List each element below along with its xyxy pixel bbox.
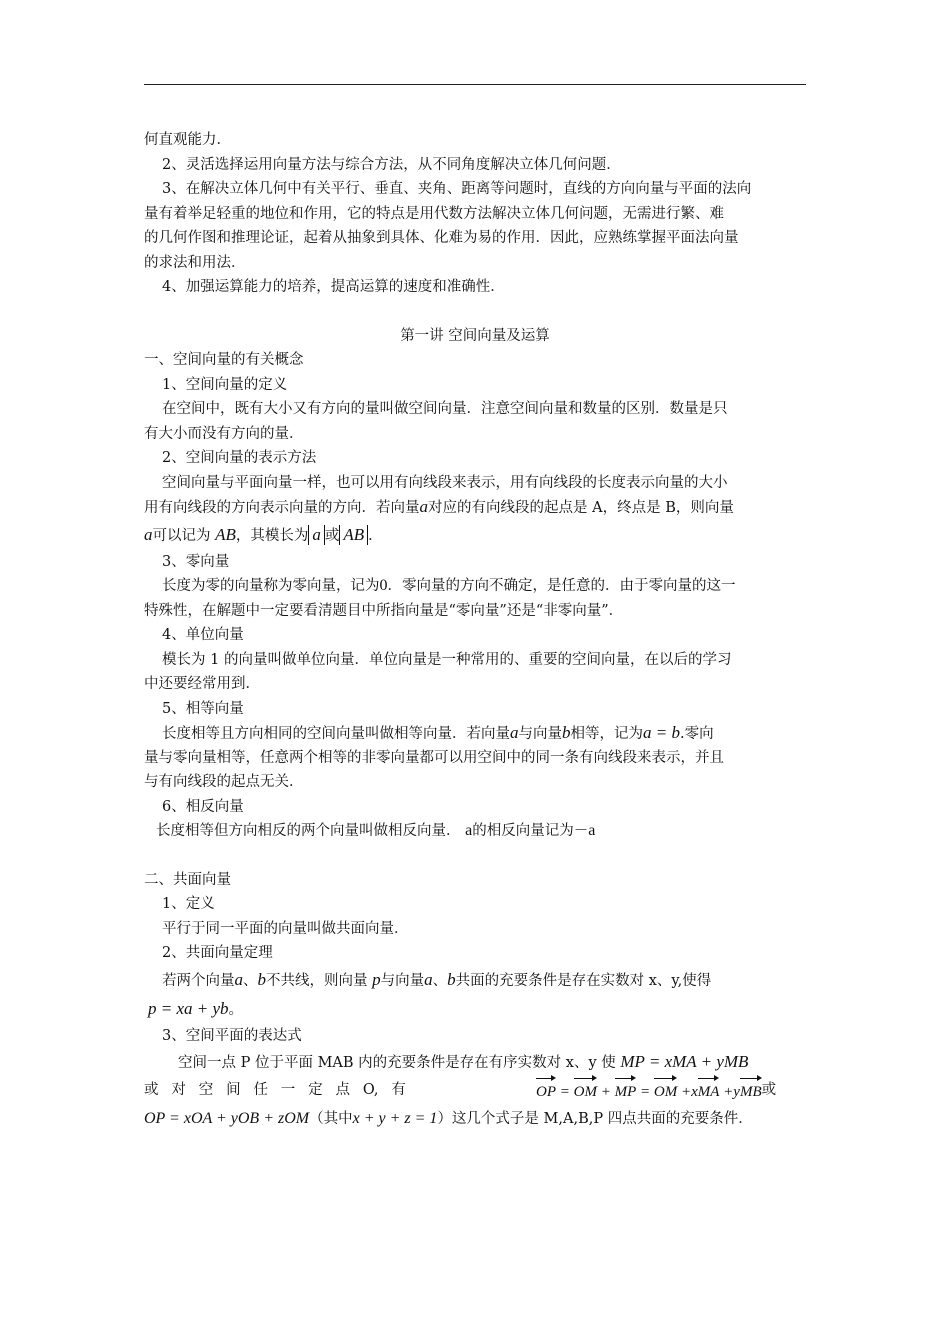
text-line: 量与零向量相等，任意两个相等的非零向量都可以用空间中的同一条有向线段来表示，并且: [144, 749, 724, 766]
text-line: [144, 1104, 806, 1134]
text-span: 对应的有向线段的起点是 A，终点是 B，则向量: [428, 500, 734, 516]
math-plain-a: a: [588, 822, 596, 839]
coef-y: y: [733, 1084, 740, 1100]
text-line: 有大小而没有方向的量．: [144, 425, 304, 442]
word: 点: [335, 1082, 351, 1098]
text-span: 或: [761, 1082, 777, 1098]
text-line: 2、灵活选择运用向量方法与综合方法，从不同角度解决立体几何问题．: [162, 156, 621, 173]
math-a-eq-b: a = b: [643, 723, 680, 742]
subsection-heading: 1、定义: [162, 896, 215, 912]
text-span: 相等，记为: [570, 726, 643, 742]
text-span: 长度为零的向量称为零向量，记为: [162, 578, 380, 594]
plus-sign: +: [680, 1084, 692, 1100]
text-line: 在空间中，既有大小又有方向的量叫做空间向量．注意空间向量和数量的区别．数量是只: [162, 401, 728, 417]
text-line: 何直观能力．: [144, 132, 231, 148]
math-abs-a: a: [308, 525, 325, 545]
math-p-equation: p = xa + yb: [148, 998, 229, 1018]
word: O,: [362, 1082, 379, 1098]
text-line: 3、在解决立体几何中有关平行、垂直、夹角、距离等问题时，直线的方向向量与平面的法向: [162, 181, 752, 197]
text-span: ．零向量的方向不确定，是任意的．由于零向量的这一: [387, 578, 736, 594]
word: 空: [198, 1082, 214, 1098]
vector-OM: OM: [574, 1074, 597, 1106]
text-line: 模长为 1 的向量叫做单位向量．单位向量是一种常用的、重要的空间向量，在以后的学习: [162, 651, 732, 668]
text-span: 可以记为: [152, 527, 211, 544]
word: 对: [171, 1082, 186, 1098]
word: 有: [391, 1082, 406, 1098]
text-line: 平行于同一平面的向量叫做共面向量．: [162, 920, 409, 937]
text-line: [144, 721, 806, 746]
vector-equation: [536, 1074, 762, 1106]
math-a: a: [510, 723, 519, 742]
math-xyz-equation: x + y + z = 1: [352, 1110, 438, 1127]
plus-sign: +: [723, 1084, 734, 1100]
plus-sign: +: [600, 1084, 611, 1100]
text-line: 中还要经常用到．: [144, 676, 260, 692]
document-body: [144, 128, 806, 1134]
section-heading: 二、共面向量: [144, 871, 231, 888]
text-span: 、: [243, 972, 258, 989]
math-a: a: [424, 969, 433, 989]
text-line: 量有着举足轻重的地位和作用，它的特点是用代数方法解决立体几何问题，无需进行繁、难: [144, 205, 724, 222]
subsection-heading: 2、空间向量的表示方法: [162, 450, 317, 466]
text-line: 空间向量与平面向量一样，也可以用有向线段来表示，用有向线段的长度表示向量的大小: [162, 474, 728, 491]
math-abs-AB: AB: [339, 525, 368, 545]
text-span: （其中: [309, 1111, 353, 1127]
text-line: 的求法和用法．: [144, 254, 246, 271]
text-line: [144, 994, 806, 1024]
word: 定: [308, 1082, 323, 1098]
subsection-heading: 3、零向量: [162, 553, 230, 570]
equals-sign: =: [559, 1084, 570, 1100]
text-span: ．: [368, 527, 383, 544]
math-a: a: [144, 524, 153, 544]
text-line: [144, 520, 806, 550]
subsection-heading: 5、相等向量: [162, 700, 244, 717]
math-op-equation: OP = xOA + yOB + zOM: [144, 1110, 310, 1127]
text-span: 空间一点 P 位于平面 MAB 内的充要条件是存在有序实数对 x、y 使: [178, 1055, 616, 1071]
text-line: 4、加强运算能力的培养，提高运算的速度和准确性．: [162, 279, 505, 295]
subsection-heading: 2、共面向量定理: [162, 945, 273, 961]
math-mp-equation: MP = xMA + yMB: [620, 1052, 749, 1071]
math-b: b: [562, 723, 571, 742]
vector-OM: OM: [654, 1074, 677, 1106]
text-span: 不共线，则向量: [266, 972, 368, 989]
vector-MA: MA: [698, 1074, 720, 1106]
text-line: [144, 574, 806, 599]
math-a: a: [419, 497, 428, 516]
text-line: [144, 1076, 806, 1104]
text-span: 共面的充要条件是存在实数对 x、y,使得: [455, 972, 712, 989]
section-title: 第一讲 空间向量及运算: [400, 327, 550, 344]
text-span: 长度相等但方向相反的两个向量叫做相反向量．: [156, 823, 461, 839]
subsection-heading: 4、单位向量: [162, 627, 244, 643]
text-span: 与向量: [518, 726, 562, 742]
math-b: b: [447, 969, 456, 989]
text-span: 。: [228, 1001, 244, 1018]
text-span: 或: [324, 527, 340, 544]
vector-OP: OP: [536, 1074, 556, 1106]
text-span: 、: [432, 972, 448, 989]
text-span: 的相反向量记为－: [472, 823, 589, 839]
math-zero: 0: [379, 577, 388, 594]
subsection-heading: 6、相反向量: [162, 798, 244, 815]
text-line: 与有向线段的起点无关．: [144, 774, 304, 790]
text-span: ，其模长为: [235, 527, 309, 544]
text-line: 特殊性，在解题中一定要看清题目中所指向量是“零向量”还是“非零向量”．: [144, 602, 624, 619]
text-line: [144, 966, 806, 994]
math-a: a: [234, 969, 243, 989]
equals-sign: =: [640, 1084, 651, 1100]
subsection-heading: 3、空间平面的表达式: [162, 1027, 302, 1044]
math-p: p: [372, 969, 381, 989]
coef-x: x: [691, 1084, 698, 1100]
math-AB: AB: [215, 524, 236, 544]
text-line: [144, 1048, 806, 1076]
spaced-words: [144, 1076, 406, 1104]
math-b: b: [257, 969, 266, 989]
math-plain-a: a: [465, 822, 473, 839]
vector-MP: MP: [615, 1074, 637, 1106]
word: 间: [226, 1082, 241, 1098]
word: 任: [253, 1082, 268, 1098]
vector-MB: MB: [740, 1074, 762, 1106]
text-span: 用有向线段的方向表示向量的方向．若向量: [144, 500, 420, 516]
text-line: [144, 495, 806, 520]
text-span: 与向量: [380, 972, 425, 989]
text-span: 若两个向量: [162, 972, 235, 989]
header-rule: [144, 84, 806, 85]
subsection-heading: 1、空间向量的定义: [162, 376, 288, 393]
text-span: ）这几个式子是 M,A,B,P 四点共面的充要条件．: [437, 1111, 753, 1127]
text-line: [144, 819, 806, 844]
text-span: .零向: [679, 726, 714, 742]
word: 一: [280, 1082, 296, 1098]
word: 或: [144, 1082, 159, 1098]
text-span: 长度相等且方向相同的空间向量叫做相等向量．若向量: [162, 726, 510, 742]
section-heading: 一、空间向量的有关概念: [144, 352, 304, 368]
text-line: 的几何作图和推理论证，起着从抽象到具体、化难为易的作用．因此，应熟练掌握平面法向量: [144, 230, 739, 246]
